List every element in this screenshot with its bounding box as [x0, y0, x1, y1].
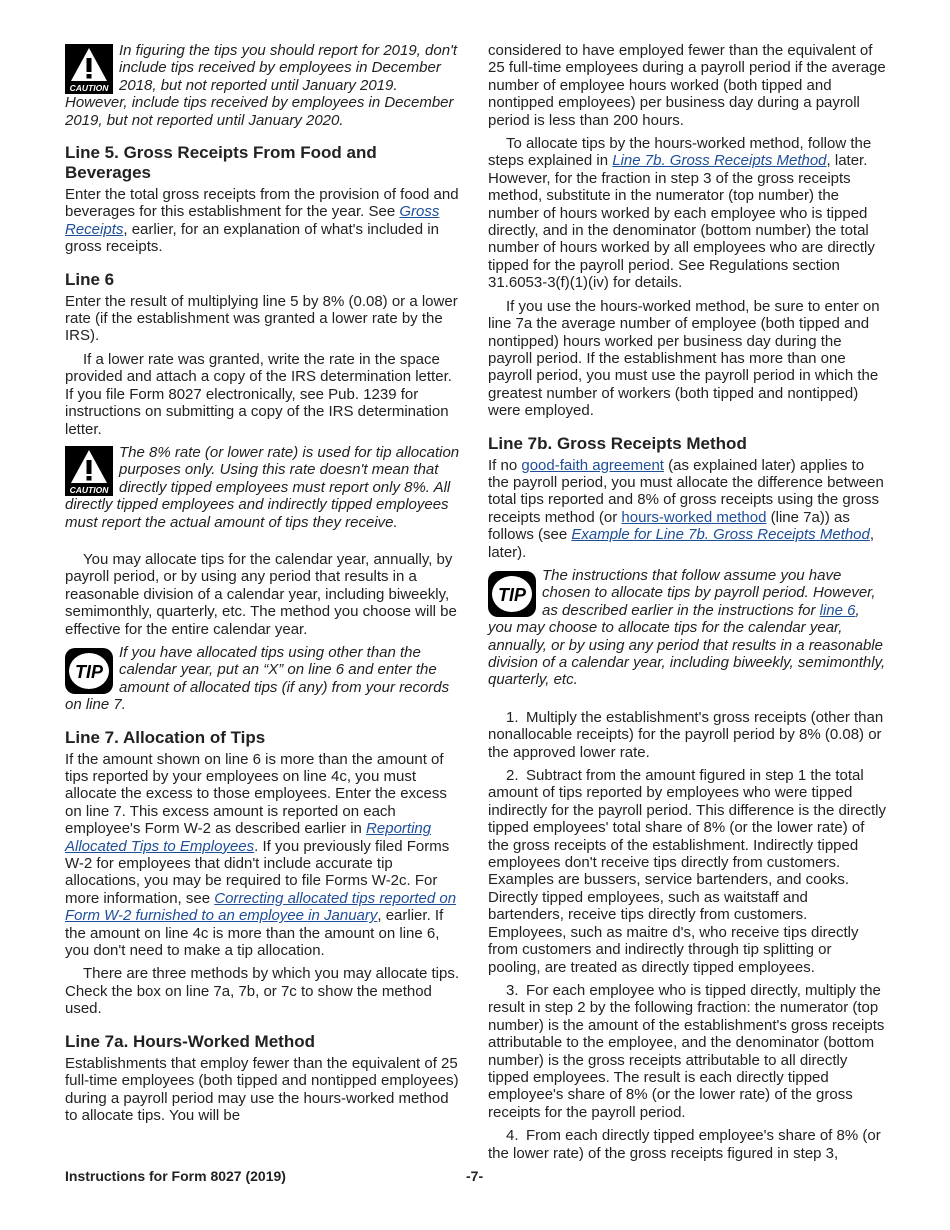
- allocation-period-paragraph: You may allocate tips for the calendar year, annually, by payroll period, or by using any period that results in a reasonable division of a calendar year, including biweekly, semimonthly, quarterly, etc. The method you choose will be effective for the entire calendar year.: [65, 550, 457, 638]
- caution-note-rate: [65, 444, 463, 531]
- step-3: 3. For each employee who is tipped directly, multiply the result in step 2 by the following fraction: the numerator (top number) is the amount of the establishment's gross receipts attributable to the employee, and the denominator (bottom number) is the gross receipts attributable to all directly tipped employees. The result is each directly tipped employee's share of 8% (or the lower rate) of the gross receipts for the payroll period.: [488, 981, 885, 1121]
- caution-note-text: The 8% rate (or lower rate) is used for tip allocation purposes only. Using this rate doesn't mean that directly tipped employees must report only 8%. All directly tipped employees and indirectly tipped employees must report the actual amount of tips they receive.: [65, 443, 460, 531]
- correcting-allocated-tips-link[interactable]: Correcting allocated tips reported on Form W-2 furnished to an employee in January: [65, 889, 457, 925]
- svg-text:CAUTION: CAUTION: [69, 83, 109, 93]
- line6-paragraph-1: Enter the result of multiplying line 5 by 8% (0.08) or a lower rate (if the establishment was granted a lower rate by the IRS).: [65, 292, 458, 345]
- step-2: 2. Subtract from the amount figured in step 1 the total amount of tips reported by employees who were tipped indirectly for the payroll period. This difference is the directly tipped employees' total share of 8% (or the lower rate) of the gross receipts of the establishment. Indirectly tipped employees don't receive tips directly from customers. Examples are bussers, service bartenders, and cooks. Directly tipped employees, such as waitstaff and bartenders, receive tips directly from customers. Employees, such as maitre d's, who receive tips directly from customers and indirectly through tip splitting or pooling, are treated as directly tipped employees.: [488, 767, 886, 976]
- line6-heading: Line 6: [65, 269, 115, 289]
- svg-text:TIP: TIP: [74, 661, 104, 682]
- gross-receipts-link[interactable]: Gross Receipts: [65, 203, 440, 238]
- line7a-heading: Line 7a. Hours-Worked Method: [65, 1031, 315, 1051]
- line7b-link[interactable]: Line 7b. Gross Receipts Method: [612, 152, 827, 170]
- caution-icon: [65, 44, 113, 94]
- tip-note-text: The instructions that follow assume you have chosen to allocate tips by payroll period. However, as described earlier in the instructions for line 6, you may choose to allocate tips for the calendar year, annually, or by using any period that results in a reasonable division of a calendar year, including biweekly, semimonthly, quarterly, etc.: [488, 566, 886, 689]
- caution-note-text: In figuring the tips you should report for 2019, don't include tips received by employees in December 2018, but not reported until January 2019. However, include tips received by employees in December 2019, but not reported until January 2020.: [65, 42, 458, 129]
- step-4: 4. From each directly tipped employee's share of 8% (or the lower rate) of the gross receipts figured in step 3,: [488, 1127, 881, 1162]
- footer-title: Instructions for Form 8027 (2019): [65, 1168, 286, 1184]
- line7-heading: Line 7. Allocation of Tips: [65, 727, 266, 747]
- tip-note-calendar: [65, 644, 463, 714]
- right-column: [488, 42, 886, 1168]
- line5-paragraph: Enter the total gross receipts from the provision of food and beverages for this establishment for the year. See Gross Receipts, earlier, for an explanation of what's included in gross receipts.: [65, 186, 459, 256]
- line7a-paragraph: Establishments that employ fewer than the equivalent of 25 full-time employees (both tipped and nontipped employees) during a payroll period may use the hours-worked method to allocate tips. You will be: [65, 1054, 459, 1124]
- caution-icon: [65, 446, 113, 496]
- line7-paragraph-1: If the amount shown on line 6 is more than the amount of tips reported by your employees on line 4c, you must allocate the excess to those employees. Enter the excess on line 7. This excess amount is reported on each employee's Form W-2 as described earlier in Reporting Allocated Tips to Employees. If you previously filed Forms W-2 for employees that didn't include accurate tip allocations, you may be required to file Forms W-2c. For more information, see Correcting allocated tips reported on Form W-2 furnished to an employee in January, earlier. If the amount on line 4c is more than the amount on line 6, you don't need to make a tip allocation.: [65, 750, 457, 960]
- example-line7b-link[interactable]: Example for Line 7b. Gross Receipts Method: [571, 526, 870, 544]
- caution-note-2019: [65, 42, 463, 129]
- tip-note-text: If you have allocated tips using other than the calendar year, put an “X” on line 6 and enter the amount of allocated tips (if any) from your records on line 7.: [65, 643, 450, 714]
- svg-text:TIP: TIP: [497, 584, 527, 605]
- hours-worked-allocate-paragraph: To allocate tips by the hours-worked method, follow the steps explained in Line 7b. Gross Receipts Method, later. However, for the fraction in step 3 of the gross receipts method, substitute in the numerator (top number) the number of hours worked by each employee who is tipped directly, and in the denominator (bottom number) the total number of hours worked by all employees who are directly tipped for the payroll period. See Regulations section 31.6053-3(f)(1)(iv) for details.: [488, 135, 875, 292]
- good-faith-agreement-link[interactable]: good-faith agreement: [521, 456, 664, 474]
- left-column: [65, 42, 463, 1130]
- step-1: 1. Multiply the establishment's gross receipts (other than nonallocable receipts) for the payroll period by 8% (0.08) or the approved lower rate.: [488, 708, 884, 761]
- line7b-paragraph: If no good-faith agreement (as explained later) applies to the payroll period, you must allocate the difference between total tips reported and 8% of gross receipts using the gross receipts method (or hours-worked method (line 7a)) as follows (see Example for Line 7b. Gross Receipts Method, later).: [488, 456, 884, 561]
- line6-link[interactable]: line 6: [819, 601, 856, 619]
- tip-icon: [65, 646, 113, 696]
- line6-paragraph-2: If a lower rate was granted, write the rate in the space provided and attach a copy of the IRS determination letter. If you file Form 8027 electronically, see Pub. 1239 for instructions on submitting a copy of the IRS determination letter.: [65, 350, 452, 438]
- reporting-allocated-tips-link[interactable]: Reporting Allocated Tips to Employees: [65, 820, 432, 855]
- tip-note-payroll: [488, 567, 886, 689]
- tip-icon: [488, 569, 536, 619]
- hours-worked-enter-paragraph: If you use the hours-worked method, be sure to enter on line 7a the average number of employee (both tipped and nontipped) hours worked per business day during the payroll period. If the establishment has more than one payroll period, you must use the payroll period in which the greatest number of workers (both tipped and nontipped) were employed.: [488, 297, 880, 420]
- page-number: -7-: [466, 1168, 484, 1184]
- line7b-heading: Line 7b. Gross Receipts Method: [488, 433, 747, 453]
- line5-heading: Line 5. Gross Receipts From Food and Beverages: [65, 143, 377, 183]
- hours-worked-method-link[interactable]: hours-worked method: [621, 508, 767, 526]
- hours-worked-continued: considered to have employed fewer than the equivalent of 25 full-time employees during a payroll period if the average number of employee hours worked (both tipped and nontipped employees) per business day during a payroll period is less than 200 hours.: [488, 42, 886, 129]
- svg-text:CAUTION: CAUTION: [69, 484, 109, 495]
- line7-paragraph-2: There are three methods by which you may allocate tips. Check the box on line 7a, 7b, or 7c to show the method used.: [65, 965, 460, 1018]
